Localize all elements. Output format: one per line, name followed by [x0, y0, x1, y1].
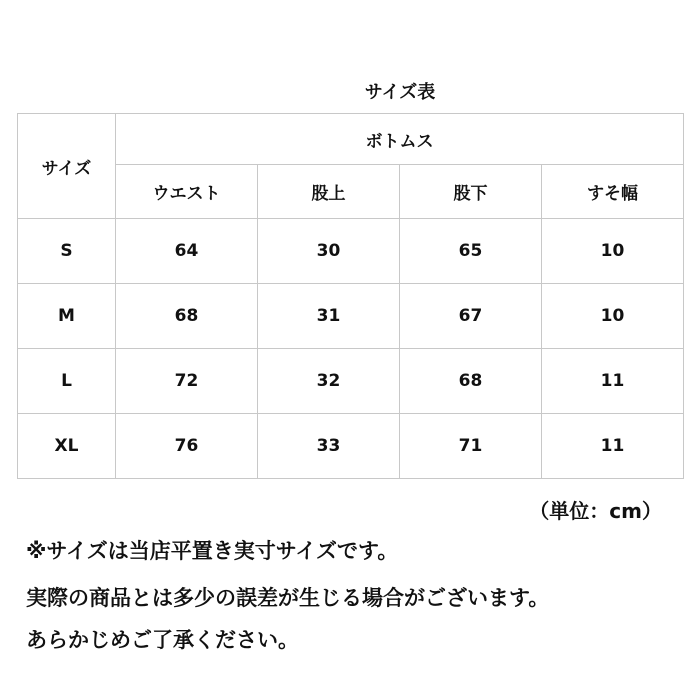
- group-header-bottoms: ボトムス: [116, 114, 684, 165]
- table-cell: 30: [258, 219, 400, 284]
- table-cell: 11: [542, 414, 684, 479]
- table-cell: 68: [116, 284, 258, 349]
- size-table: [17, 113, 684, 479]
- size-label: XL: [18, 414, 116, 479]
- size-label: S: [18, 219, 116, 284]
- apology-note: あらかじめご了承ください。: [26, 628, 299, 652]
- table-row: [18, 414, 684, 479]
- measurement-note: ※サイズは当店平置き実寸サイズです。: [26, 539, 399, 563]
- table-cell: 72: [116, 349, 258, 414]
- table-cell: 31: [258, 284, 400, 349]
- table-row: [18, 349, 684, 414]
- table-cell: 33: [258, 414, 400, 479]
- table-cell: 10: [542, 284, 684, 349]
- size-label: L: [18, 349, 116, 414]
- column-header-rise: 股上: [258, 165, 400, 219]
- size-column-header: サイズ: [18, 114, 116, 219]
- table-cell: 76: [116, 414, 258, 479]
- column-header-hem-width: すそ幅: [542, 165, 684, 219]
- size-label: M: [18, 284, 116, 349]
- header-row-columns: [18, 165, 684, 219]
- table-row: [18, 284, 684, 349]
- table-title: サイズ表: [364, 82, 436, 103]
- table-cell: 71: [400, 414, 542, 479]
- table-cell: 32: [258, 349, 400, 414]
- table-cell: 64: [116, 219, 258, 284]
- table-row: [18, 219, 684, 284]
- table-cell: 10: [542, 219, 684, 284]
- variance-note: 実際の商品とは多少の誤差が生じる場合がございます。: [26, 586, 550, 610]
- table-cell: 67: [400, 284, 542, 349]
- table-cell: 65: [400, 219, 542, 284]
- table-cell: 68: [400, 349, 542, 414]
- unit-note: （単位：cm）: [529, 499, 662, 523]
- table-cell: 11: [542, 349, 684, 414]
- column-header-waist: ウエスト: [116, 165, 258, 219]
- column-header-inseam: 股下: [400, 165, 542, 219]
- header-row-group: [18, 114, 684, 165]
